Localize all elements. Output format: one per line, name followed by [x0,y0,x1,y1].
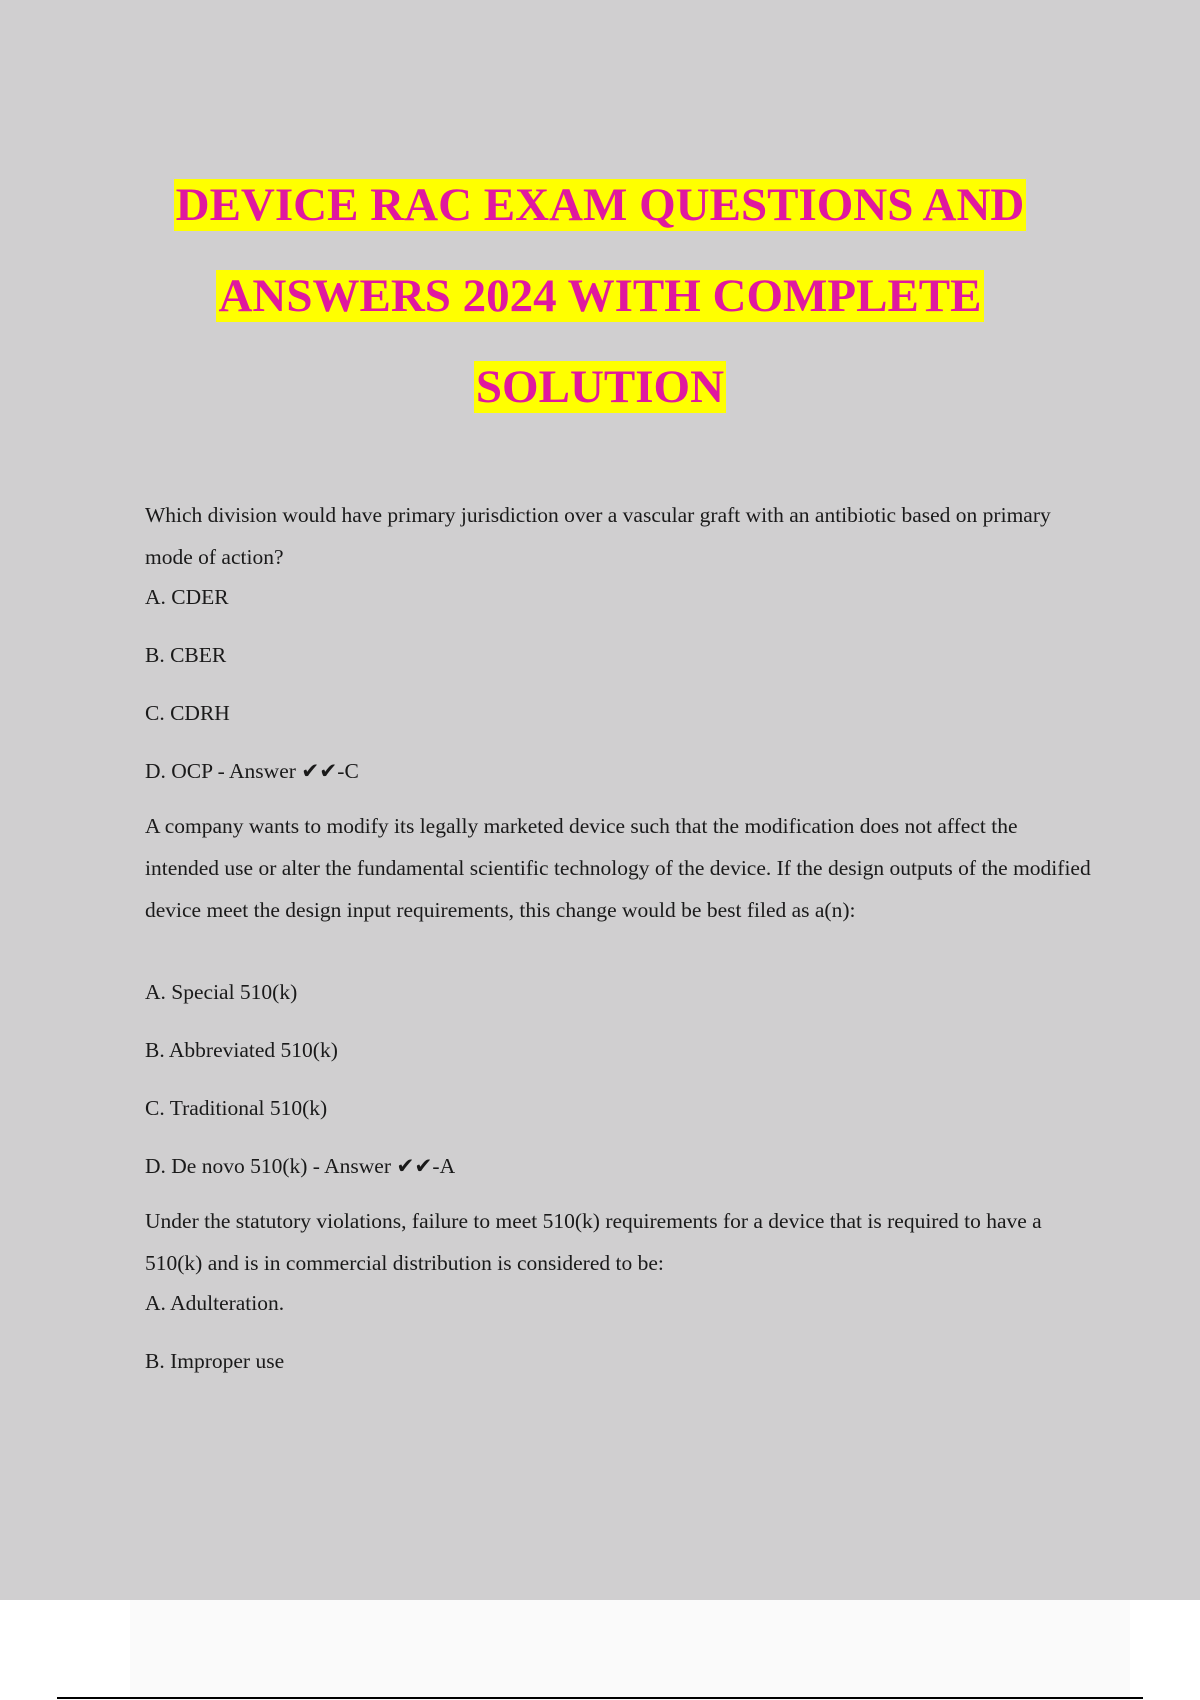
answer-option-with-key: D. De novo 510(k) - Answer ✔✔-A [145,1154,456,1178]
footer-band [130,1600,1130,1700]
question-text: Which division would have primary jurisdiction over a vascular graft with an antibiotic based on primary mode of action? [145,503,1051,569]
answer-option: A. CDER [145,585,229,609]
answer-option: B. Improper use [145,1349,285,1373]
answer-option: A. Special 510(k) [145,980,298,1004]
question-block-1 [145,494,1095,805]
question-block-2 [145,805,1095,1200]
question-block-3 [145,1200,1095,1398]
footer-divider [57,1697,1143,1699]
question-text: A company wants to modify its legally marketed device such that the modification does not affect the intended use or alter the fundamental scientific technology of the device. If the design outputs of the modified device meet the design input requirements, this change would be best filed as a(n): [145,814,1091,922]
answer-option: C. CDRH [145,701,230,725]
questions-body [145,494,1095,1398]
document-title [0,160,1200,433]
title-line-1: DEVICE RAC EXAM QUESTIONS AND [175,179,1025,231]
answer-option: C. Traditional 510(k) [145,1096,328,1120]
answer-option: B. CBER [145,643,227,667]
title-line-2: ANSWERS 2024 WITH COMPLETE [218,270,982,322]
answer-option-with-key: D. OCP - Answer ✔✔-C [145,759,359,783]
answer-option: A. Adulteration. [145,1291,285,1315]
question-text: Under the statutory violations, failure to meet 510(k) requirements for a device that is required to have a 510(k) and is in commercial distribution is considered to be: [145,1209,1042,1275]
title-line-3: SOLUTION [475,361,725,413]
answer-option: B. Abbreviated 510(k) [145,1038,338,1062]
